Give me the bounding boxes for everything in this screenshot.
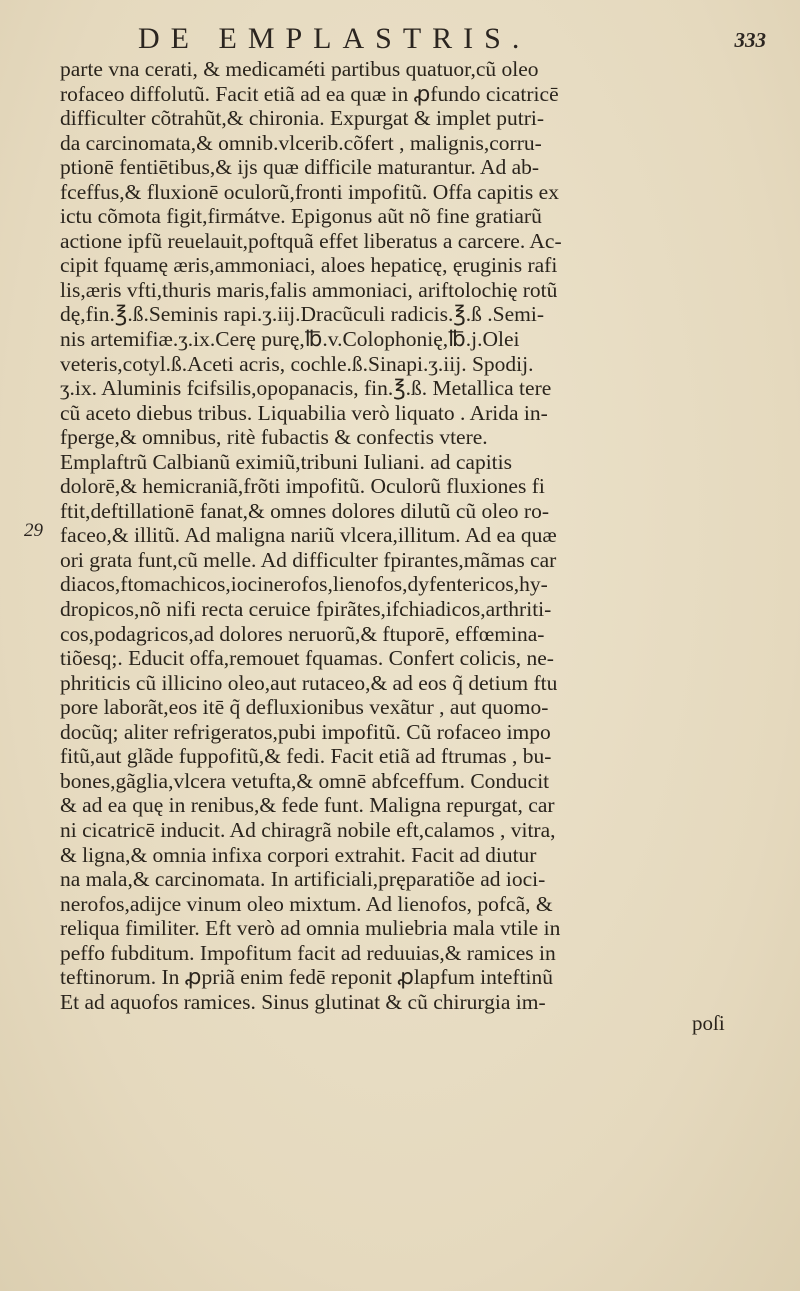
text-line: fperge,& omnibus, ritè fubactis & confectis vtere. [60,425,488,450]
text-line: nis artemifiæ.ʒ.ix.Cerę purę,℔.v.Colophonię,℔.j.Olei [60,327,520,352]
text-line: peffo fubditum. Impofitum facit ad reduuias,& ramices in [60,940,556,965]
text-line: dropicos,nõ nifi recta ceruice fpirãtes,ifchiadicos,arthriti- [60,597,552,622]
text-line: phriticis cũ illicino oleo,aut rutaceo,& ad eos q̃ detium ftu [60,670,558,695]
text-line: fceffus,& fluxionē oculorũ,fronti impofitũ. Offa capitis ex [60,179,559,204]
text-line: parte vna cerati, & medicaméti partibus quatuor,cũ oleo [60,57,539,81]
text-line: actione ipfũ reuelauit,poftquã effet liberatus a carcere. Ac- [60,228,562,253]
text-line: ptionē fentiētibus,& ijs quæ difficile maturantur. Ad ab- [60,155,540,180]
text-line: bones,gãglia,vlcera vetufta,& omnē abfceffum. Conducit [60,768,550,793]
catchword: poſi [692,1011,725,1035]
text-line: Et ad aquofos ramices. Sinus glutinat & cũ chirurgia im- [60,989,546,1014]
page-number: 333 [734,28,766,52]
body-text [60,57,772,1014]
text-line: cos,podagricos,ad dolores neruorũ,& ftuporē, effœmina- [60,621,545,646]
text-line: fitũ,aut glãde fuppofitũ,& fedi. Facit etiã ad ftrumas , bu- [60,744,552,769]
text-line: dę,fin.℥.ß.Seminis rapi.ʒ.iij.Dracũculi radicis.℥.ß .Semi- [60,302,544,327]
text-line: pore laborãt,eos itē q̃ defluxionibus vexãtur , aut quomo- [60,695,549,720]
text-line: lis,æris vfti,thuris maris,falis ammoniaci, ariftolochię rotũ [60,277,558,302]
text-line: ʒ.ix. Aluminis fcifsilis,opopanacis, fin.℥.ß. Metallica tere [60,376,552,401]
text-line: tiõesq;. Educit offa,remouet fquamas. Confert colicis, ne- [60,646,554,671]
text-line: veteris,cotyl.ß.Aceti acris, cochle.ß.Sinapi.ʒ.iij. Spodij. [60,351,534,376]
text-line: ftit,deftillationē fanat,& omnes dolores dilutũ cũ oleo ro- [60,498,549,523]
text-line: da carcinomata,& omnib.vlcerib.cõfert , malignis,corru- [60,130,542,155]
text-line: ni cicatricē inducit. Ad chiragrã nobile eft,calamos , vitra, [60,817,556,842]
text-line: teftinorum. In ꝓpriã enim fedē reponit ꝓlapfum inteftinũ [60,965,554,990]
text-line: Emplaftrũ Calbianũ eximiũ,tribuni Iuliani. ad capitis [60,449,512,474]
text-line: cũ aceto diebus tribus. Liquabilia verò liquato . Arida in- [60,400,548,425]
text-line: docũq; aliter refrigeratos,pubi impofitũ. Cũ rofaceo impo [60,719,551,744]
margin-recipe-number: 29 [24,520,43,541]
text-line: reliqua fimiliter. Eft verò ad omnia muliebria mala vtile in [60,916,561,941]
text-line: dolorē,& hemicraniã,frõti impofitũ. Oculorũ fluxiones fi [60,474,545,499]
running-head [0,16,800,56]
text-line: ori grata funt,cũ melle. Ad difficulter fpirantes,mãmas car [60,547,557,572]
text-line: faceo,& illitũ. Ad maligna nariũ vlcera,illitum. Ad ea quæ [60,523,557,548]
running-head-title: DE EMPLASTRIS. [138,22,531,55]
text-line: ictu cõmota figit,firmátve. Epigonus aũt nõ fine gratiarũ [60,204,542,229]
text-line: rofaceo diffolutũ. Facit etiã ad ea quæ in ꝓfundo cicatricē [60,81,559,106]
text-line: & ad ea quę in renibus,& fede funt. Maligna repurgat, car [60,793,555,818]
text-line: difficulter cõtrahũt,& chironia. Expurgat & implet putri- [60,106,545,131]
text-line: cipit fquamę æris,ammoniaci, aloes hepaticę, ęruginis rafi [60,253,558,278]
text-line: nerofos,adijce vinum oleo mixtum. Ad lienofos, pofcã, & [60,891,553,916]
text-line: & ligna,& omnia infixa corpori extrahit. Facit ad diutur [60,842,537,867]
text-line: na mala,& carcinomata. In artificiali,pręparatiõe ad ioci- [60,867,546,892]
text-line: diacos,ftomachicos,iocinerofos,lienofos,dyfentericos,hy- [60,572,548,597]
